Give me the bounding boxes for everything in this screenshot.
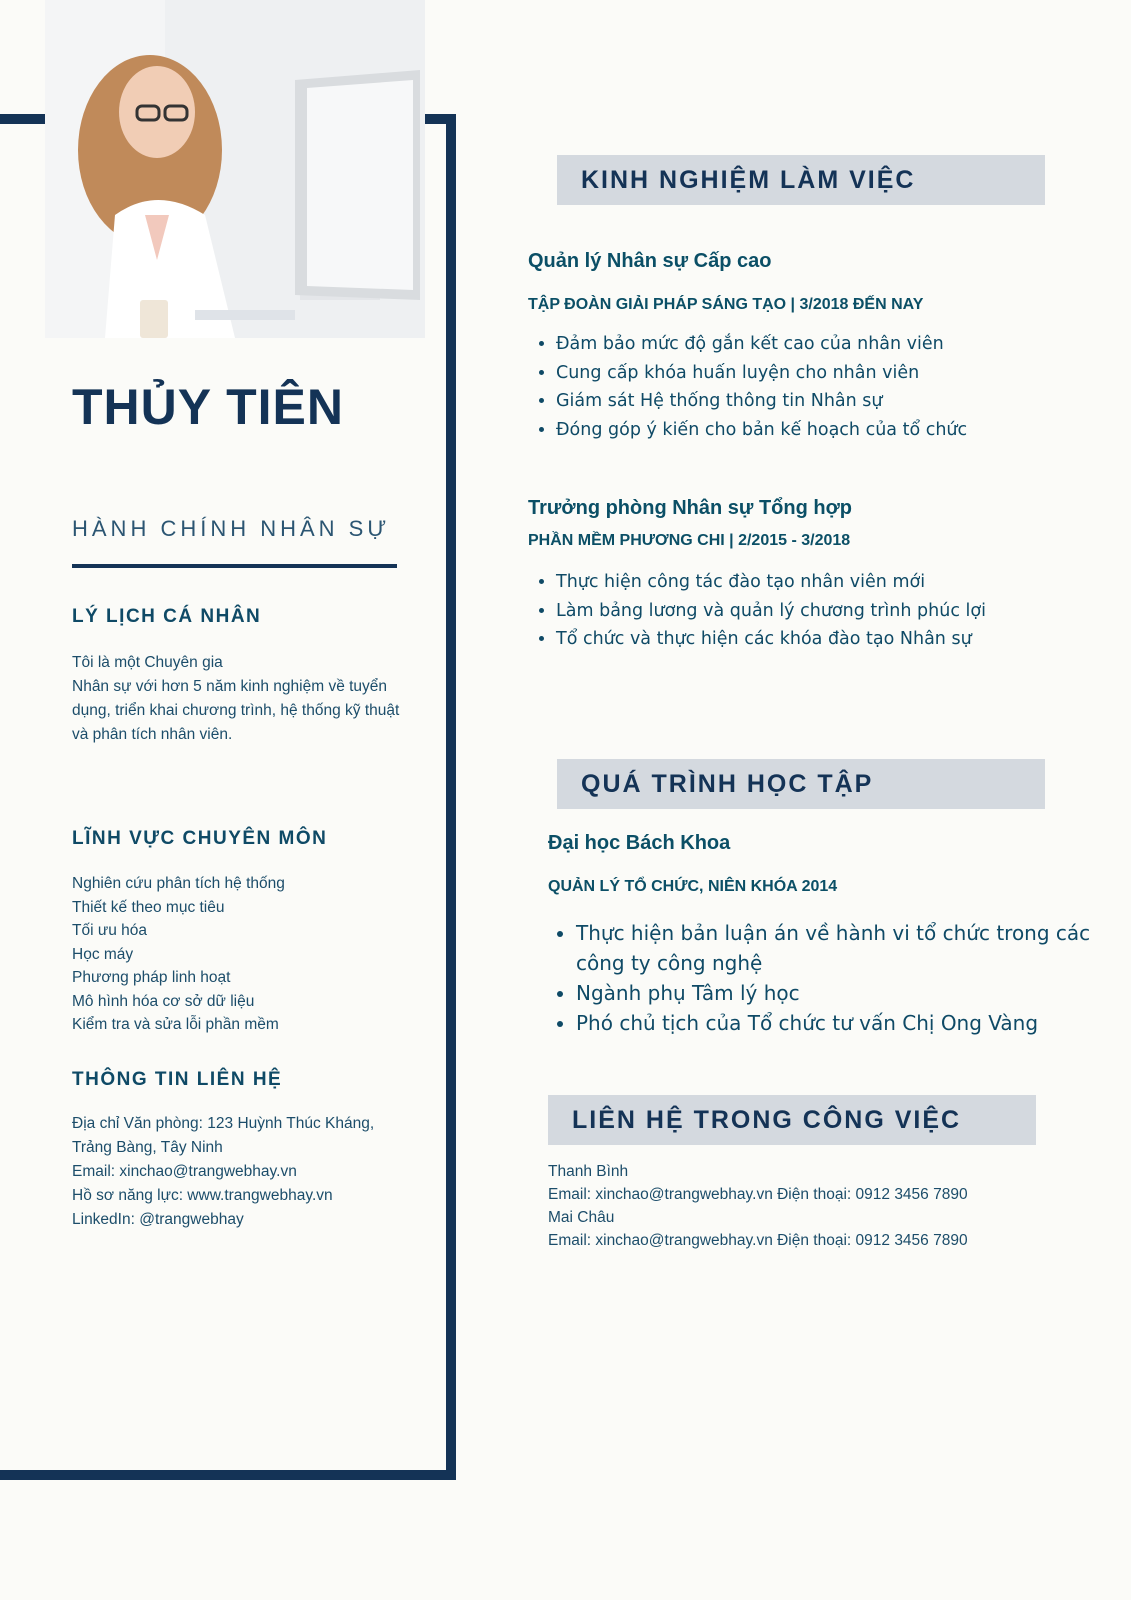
list-item: Tối ưu hóa bbox=[72, 922, 148, 939]
education-header bbox=[557, 759, 1045, 809]
list-item: Mô hình hóa cơ sở dữ liệu bbox=[72, 992, 255, 1010]
divider bbox=[72, 564, 397, 568]
list-item: • Đóng góp ý kiến cho bản kế hoạch của tổ chức bbox=[556, 416, 1046, 445]
experience-heading: KINH NGHIỆM LÀM VIỆC bbox=[581, 165, 916, 194]
contact-email: Email: xinchao@trangwebhay.vn bbox=[72, 1163, 297, 1180]
list-item: Phương pháp linh hoạt bbox=[72, 969, 231, 986]
list-item: • Làm bảng lương và quản lý chương trình phúc lợi bbox=[556, 597, 1011, 626]
profile-photo bbox=[45, 0, 425, 338]
list-item: Thiết kế theo mục tiêu bbox=[72, 898, 225, 916]
reference-name: Mai Châu bbox=[548, 1209, 615, 1226]
list-item: • Tổ chức và thực hiện các khóa đào tạo Nhân sự bbox=[556, 625, 1011, 654]
about-text bbox=[72, 651, 412, 747]
list-item: • Thực hiện công tác đào tạo nhân viên mới bbox=[556, 568, 1011, 597]
reference-contact: Email: xinchao@trangwebhay.vn Điện thoại: 0912 3456 7890 bbox=[548, 1232, 968, 1249]
list-item: • Phó chủ tịch của Tổ chức tư vấn Chị Ong Vàng bbox=[576, 1008, 1091, 1038]
reference-name: Thanh Bình bbox=[548, 1163, 629, 1180]
profile-photo-illustration bbox=[45, 0, 425, 338]
contact-info bbox=[72, 1112, 412, 1232]
job-title: Trưởng phòng Nhân sự Tổng hợp bbox=[528, 497, 853, 519]
about-line: dụng, triển khai chương trình, hệ thống kỹ thuật bbox=[72, 702, 400, 719]
list-item: • Cung cấp khóa huấn luyện cho nhân viên bbox=[556, 359, 1046, 388]
degree-info: QUẢN LÝ TỔ CHỨC, NIÊN KHÓA 2014 bbox=[548, 878, 838, 895]
contact-address-2: Trảng Bàng, Tây Ninh bbox=[72, 1139, 223, 1156]
expertise-list bbox=[72, 872, 412, 1037]
job-role: HÀNH CHÍNH NHÂN SỰ bbox=[72, 516, 391, 541]
education-heading: QUÁ TRÌNH HỌC TẬP bbox=[581, 769, 874, 798]
job-company: PHẦN MỀM PHƯƠNG CHI | 2/2015 - 3/2018 bbox=[528, 532, 851, 549]
expertise-heading: LĨNH VỰC CHUYÊN MÔN bbox=[72, 828, 328, 849]
contact-portfolio: Hồ sơ năng lực: www.trangwebhay.vn bbox=[72, 1187, 333, 1204]
school-name: Đại học Bách Khoa bbox=[548, 832, 731, 854]
references-header bbox=[548, 1095, 1036, 1145]
list-item: • Đảm bảo mức độ gắn kết cao của nhân viên bbox=[556, 330, 1046, 359]
about-heading: LÝ LỊCH CÁ NHÂN bbox=[72, 606, 262, 627]
contact-linkedin: LinkedIn: @trangwebhay bbox=[72, 1211, 244, 1228]
references-list bbox=[548, 1160, 968, 1252]
education-details bbox=[548, 918, 1091, 1038]
list-item: Nghiên cứu phân tích hệ thống bbox=[72, 875, 285, 892]
list-item: Học máy bbox=[72, 945, 134, 963]
contact-address: Địa chỉ Văn phòng: 123 Huỳnh Thúc Kháng, bbox=[72, 1115, 375, 1132]
job-company: TẬP ĐOÀN GIẢI PHÁP SÁNG TẠO | 3/2018 ĐẾN NAY bbox=[528, 296, 924, 313]
job-title: Quản lý Nhân sự Cấp cao bbox=[528, 250, 772, 272]
list-item: Kiểm tra và sửa lỗi phần mềm bbox=[72, 1016, 279, 1033]
list-item: • Giám sát Hệ thống thông tin Nhân sự bbox=[556, 387, 1046, 416]
job-duties bbox=[528, 330, 1046, 444]
list-item: • Ngành phụ Tâm lý học bbox=[576, 978, 1091, 1008]
job-duties bbox=[528, 568, 1011, 654]
about-line: Tôi là một Chuyên gia bbox=[72, 654, 223, 671]
contact-heading: THÔNG TIN LIÊN HỆ bbox=[72, 1069, 283, 1090]
about-line: và phân tích nhân viên. bbox=[72, 726, 233, 743]
about-line: Nhân sự với hơn 5 năm kinh nghiệm về tuyển bbox=[72, 678, 388, 695]
candidate-name: THỦY TIÊN bbox=[72, 379, 344, 435]
references-heading: LIÊN HỆ TRONG CÔNG VIỆC bbox=[572, 1105, 962, 1134]
reference-contact: Email: xinchao@trangwebhay.vn Điện thoại: 0912 3456 7890 bbox=[548, 1186, 968, 1203]
experience-header bbox=[557, 155, 1045, 205]
list-item: • Thực hiện bản luận án về hành vi tổ chức trong các công ty công nghệ bbox=[576, 918, 1091, 978]
